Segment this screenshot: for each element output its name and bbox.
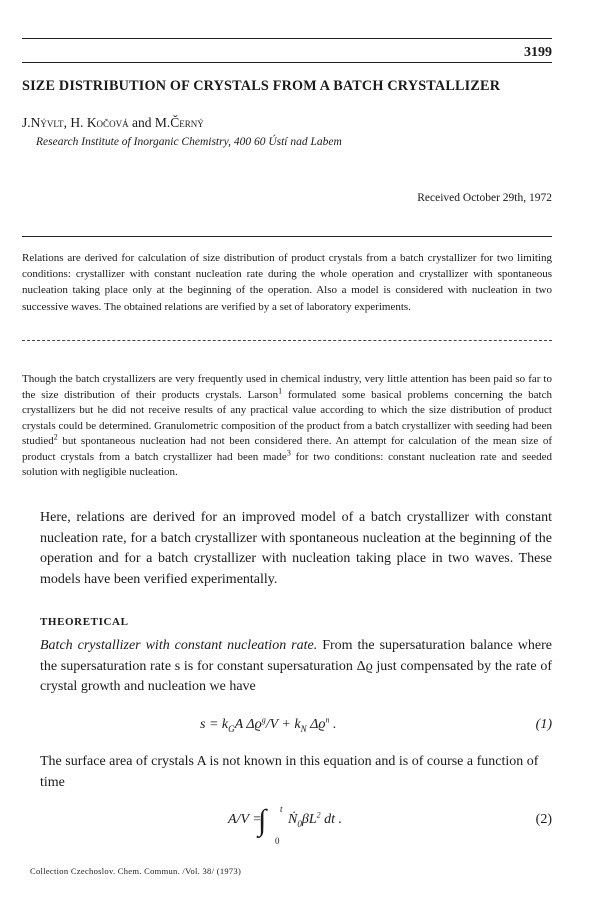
eq2-part: Ṅ: [288, 812, 298, 827]
abstract-bottom-rule: [22, 340, 552, 341]
eq1-part: /V + k: [265, 717, 301, 732]
eq1-sup: g: [261, 715, 266, 725]
intro-text-3: but spontaneous nucleation had not been considered there. An attempt for calculation of the mean size of product crystals from a batch crystallizer had been made: [22, 435, 552, 463]
author-3-name: Černý: [170, 115, 204, 130]
integral-lower-limit: 0: [275, 836, 280, 846]
author-list: [22, 115, 204, 131]
models-paragraph: Here, relations are derived for an improved model of a batch crystallizer with constant nucleation rate, for a batch crystallizer with spontaneous nucleation at the beginning of the operation and for a batch crystallizer with nucleation taking place in two waves. These models have been verified experimentally.: [40, 510, 552, 587]
eq1-part: A Δϱ: [234, 717, 262, 732]
intro-paragraph: [22, 372, 552, 481]
author-sep-1: , H.: [63, 115, 87, 130]
ref-2: 2: [53, 432, 58, 442]
equation-2-integrand: [288, 812, 342, 828]
eq2-sup: 2: [316, 810, 321, 820]
equation-1: [200, 717, 336, 733]
eq1-sub: G: [228, 723, 235, 734]
eq1-sup: n: [325, 715, 330, 725]
intro-text-2: formulated some basical problems concerning the batch crystallizers but he did not receive results of any practical value according to which the size distribution of product crystals could be determined. Granulometric composition of the product from a batch crystallizer with seeding had been studied: [22, 388, 552, 447]
theory-text: From the supersaturation balance where the supersaturation rate s is for constant supersaturation Δϱ just compensated by the rate of crystal growth and nucleation we have: [40, 638, 552, 694]
eq1-part: s = k: [200, 717, 229, 732]
author-sep-2: and M.: [128, 115, 171, 130]
journal-footer: Collection Czechoslov. Chem. Commun. /Vol. 38/ (1973): [30, 866, 242, 876]
author-1-initial: J.: [22, 115, 31, 130]
subsection-lead: Batch crystallizer with constant nucleation rate.: [40, 638, 318, 653]
top-rule: [22, 38, 552, 39]
abstract: Relations are derived for calculation of size distribution of product crystals from a batch crystallizer for two limiting conditions: crystallizer with constant nucleation rate during the whole operation and crystallizer with spontaneous nucleation taking place only at the beginning of the operation. Also a model is considered with nucleation in two successive waves. The obtained relations are verified by a set of laboratory experiments.: [22, 252, 552, 313]
eq2-part: βL: [301, 812, 317, 827]
received-date: Received October 29th, 1972: [417, 192, 552, 204]
section-heading: THEORETICAL: [40, 616, 129, 628]
eq2-part: dt .: [320, 812, 342, 827]
eq2-sub: 0: [297, 818, 302, 829]
ref-3: 3: [286, 447, 291, 457]
author-2-name: Kočová: [86, 115, 129, 130]
eq1-sub: N: [300, 723, 307, 734]
theory-paragraph: [40, 636, 552, 698]
integral-sign: ∫: [258, 804, 267, 837]
affiliation: Research Institute of Inorganic Chemistry, 400 60 Ústí nad Labem: [36, 136, 342, 148]
header-rule: [22, 62, 552, 63]
eq1-part: .: [329, 717, 337, 732]
author-1-name: Nývlt: [30, 115, 64, 130]
page-number: 3199: [524, 45, 552, 60]
integral-upper-limit: t: [280, 804, 283, 814]
equation-2-number: (2): [535, 812, 552, 827]
ref-1: 1: [278, 385, 283, 395]
eq1-part: Δϱ: [306, 717, 326, 732]
paper-title: SIZE DISTRIBUTION OF CRYSTALS FROM A BATCH CRYSTALLIZER: [22, 78, 501, 94]
abstract-top-rule: [22, 236, 552, 237]
intro-text-4: for two conditions: constant nucleation rate and seeded solution with negligible nucleation.: [22, 450, 552, 478]
intro-text-1: Though the batch crystallizers are very frequently used in chemical industry, very little attention has been paid so far to the size distribution of their products crystals. Larson: [22, 373, 552, 401]
surface-area-paragraph: The surface area of crystals A is not known in this equation and is of course a function of time: [40, 754, 539, 790]
equation-1-number: (1): [535, 717, 552, 732]
equation-2-lhs: A/V =: [228, 812, 262, 827]
